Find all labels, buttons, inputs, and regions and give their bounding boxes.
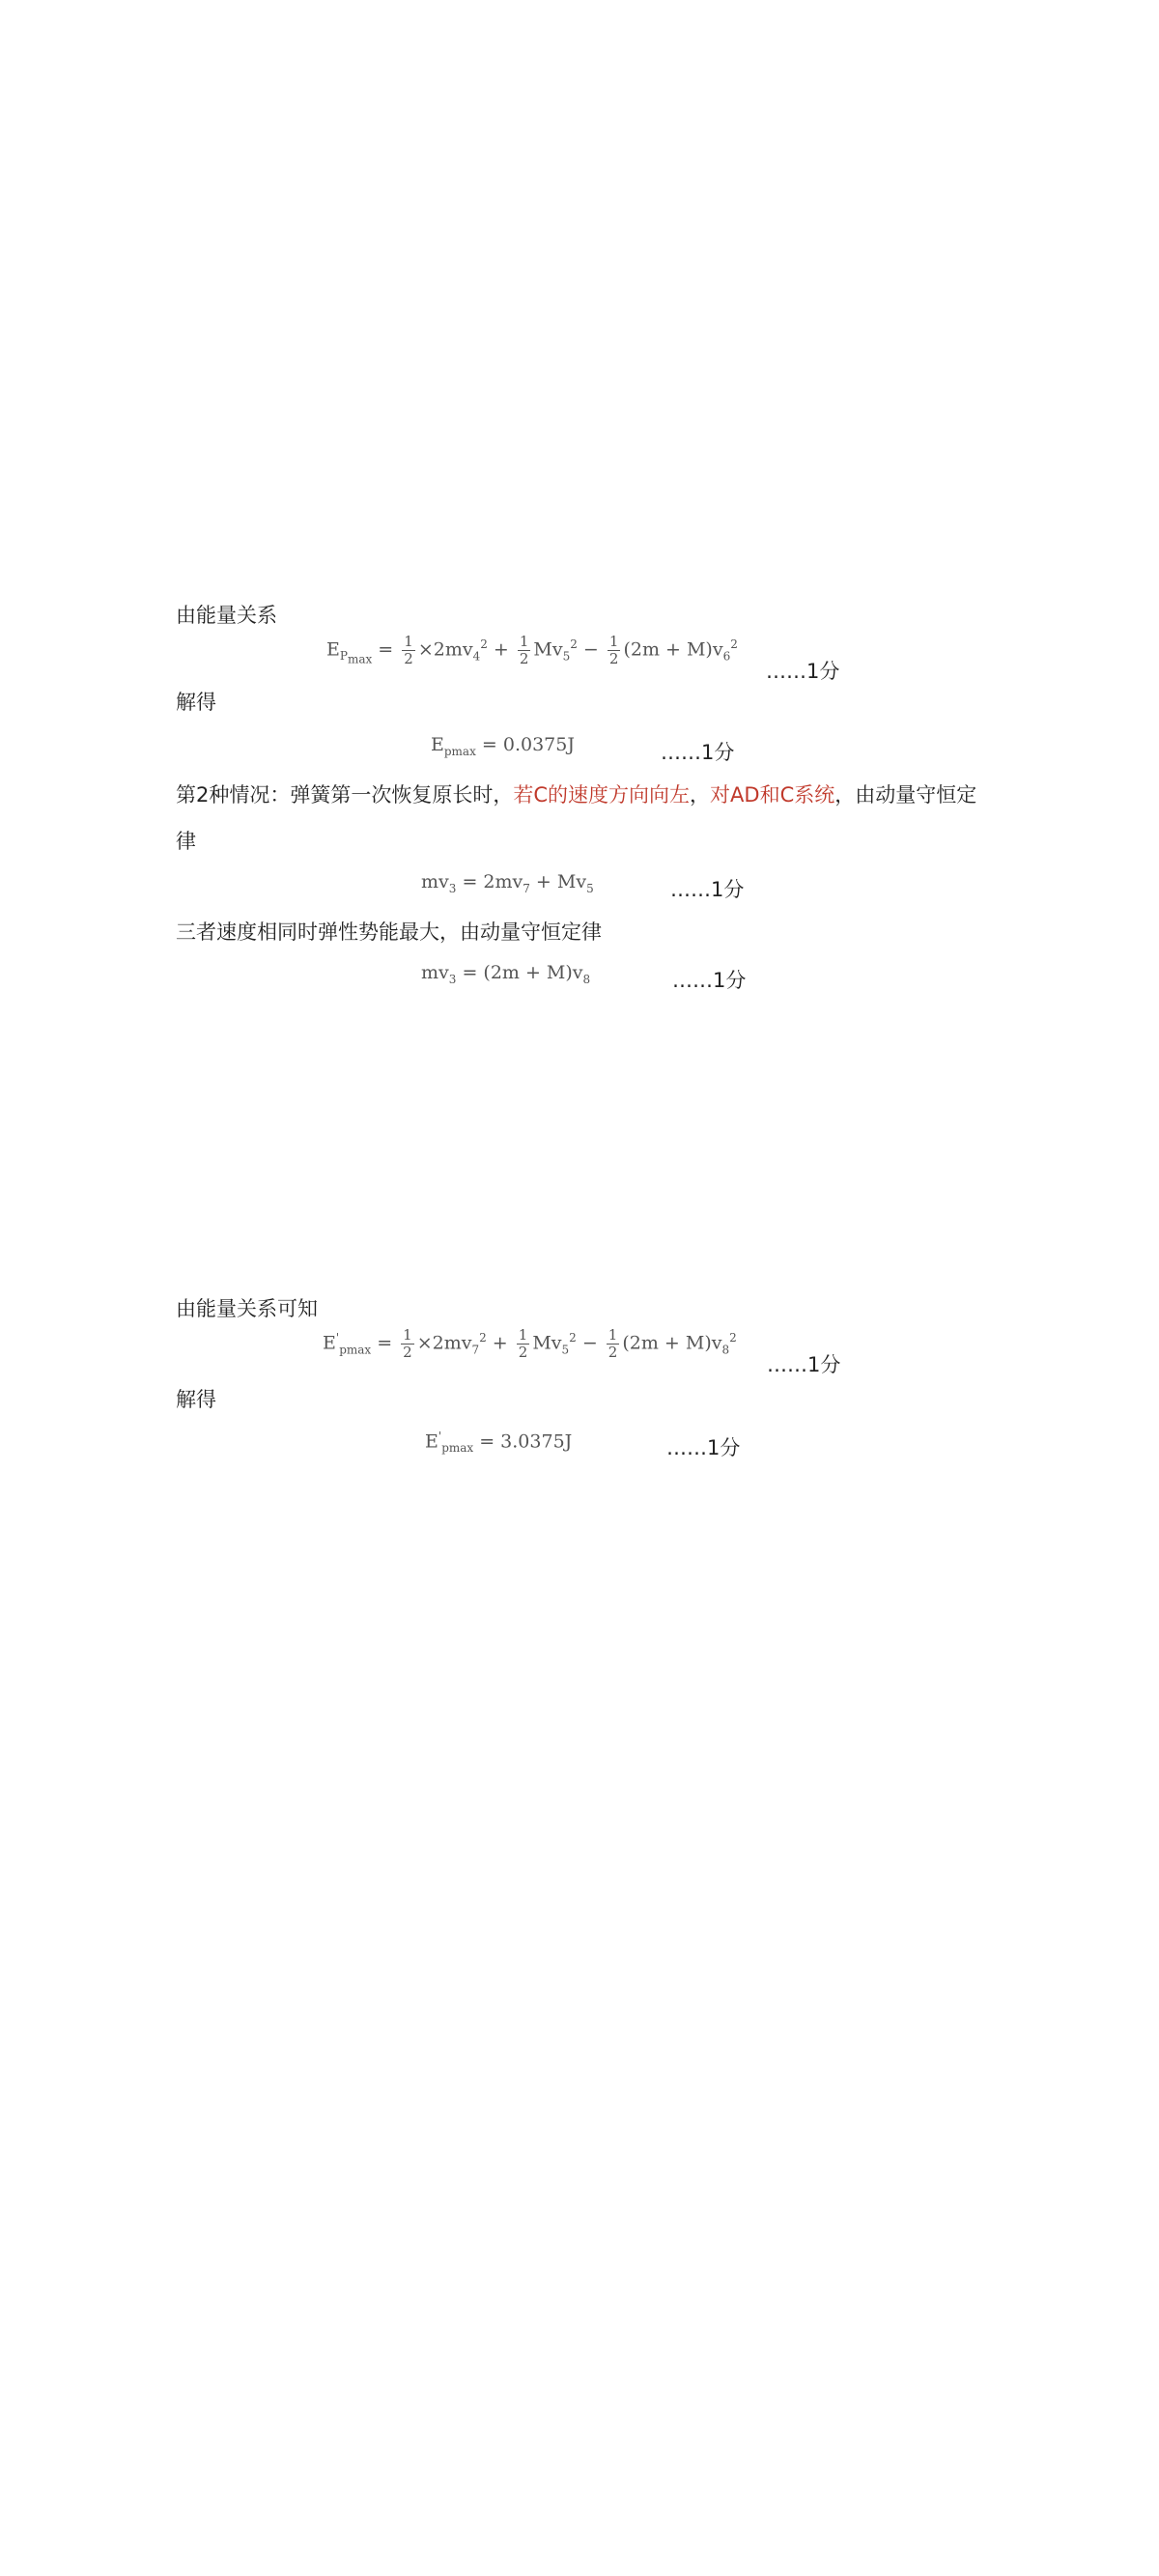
case2-statement-wrap: 律 (176, 830, 196, 853)
equation-epmax-energy: $E_{P_{max}}$ = $\frac{1}{2}$ $\times 2mv_4^2$ + $\frac{1}{2}$ $Mv_5^2$ − $\frac{1}{2}$ $(2m + M)v_6^2$ (326, 633, 738, 667)
energy-relation-label-2: 由能量关系可知 (176, 1297, 318, 1320)
energy-relation-label: 由能量关系 (176, 604, 277, 627)
equation-epmax-result-2: $E'_{pmax} = 3.0375J$ (425, 1430, 573, 1456)
score-mark: ……1分 (661, 741, 735, 764)
score-mark: ……1分 (766, 660, 840, 683)
score-mark: ……1分 (666, 1436, 741, 1459)
case2-statement: 第2种情况：弹簧第一次恢复原长时，若C的速度方向向左，对AD和C系统，由动量守恒定 (176, 783, 977, 807)
highlight-red-text: 对AD和C系统 (710, 783, 835, 807)
solve-label: 解得 (176, 691, 216, 714)
equation-epmax-result: $E_{pmax} = 0.0375J$ (431, 734, 575, 758)
score-mark: ……1分 (672, 969, 747, 992)
highlight-red-text: 若C的速度方向向左 (513, 783, 691, 807)
equation-momentum-1: $mv_3 = 2mv_7 + Mv_5$ (421, 871, 594, 895)
score-mark: ……1分 (767, 1353, 841, 1376)
solve-label-2: 解得 (176, 1388, 216, 1411)
equation-momentum-2: $mv_3 = (2m + M)v_8$ (421, 962, 591, 986)
same-speed-text: 三者速度相同时弹性势能最大，由动量守恒定律 (176, 920, 602, 944)
equation-epmax-energy-2: $E'_{pmax}$ = $\frac{1}{2}$ $\times 2mv_7^2$ + $\frac{1}{2}$ $Mv_5^2$ − $\frac{1}{2}$ $(2m + M)v_8^2$ (323, 1326, 737, 1361)
score-mark: ……1分 (670, 878, 745, 901)
